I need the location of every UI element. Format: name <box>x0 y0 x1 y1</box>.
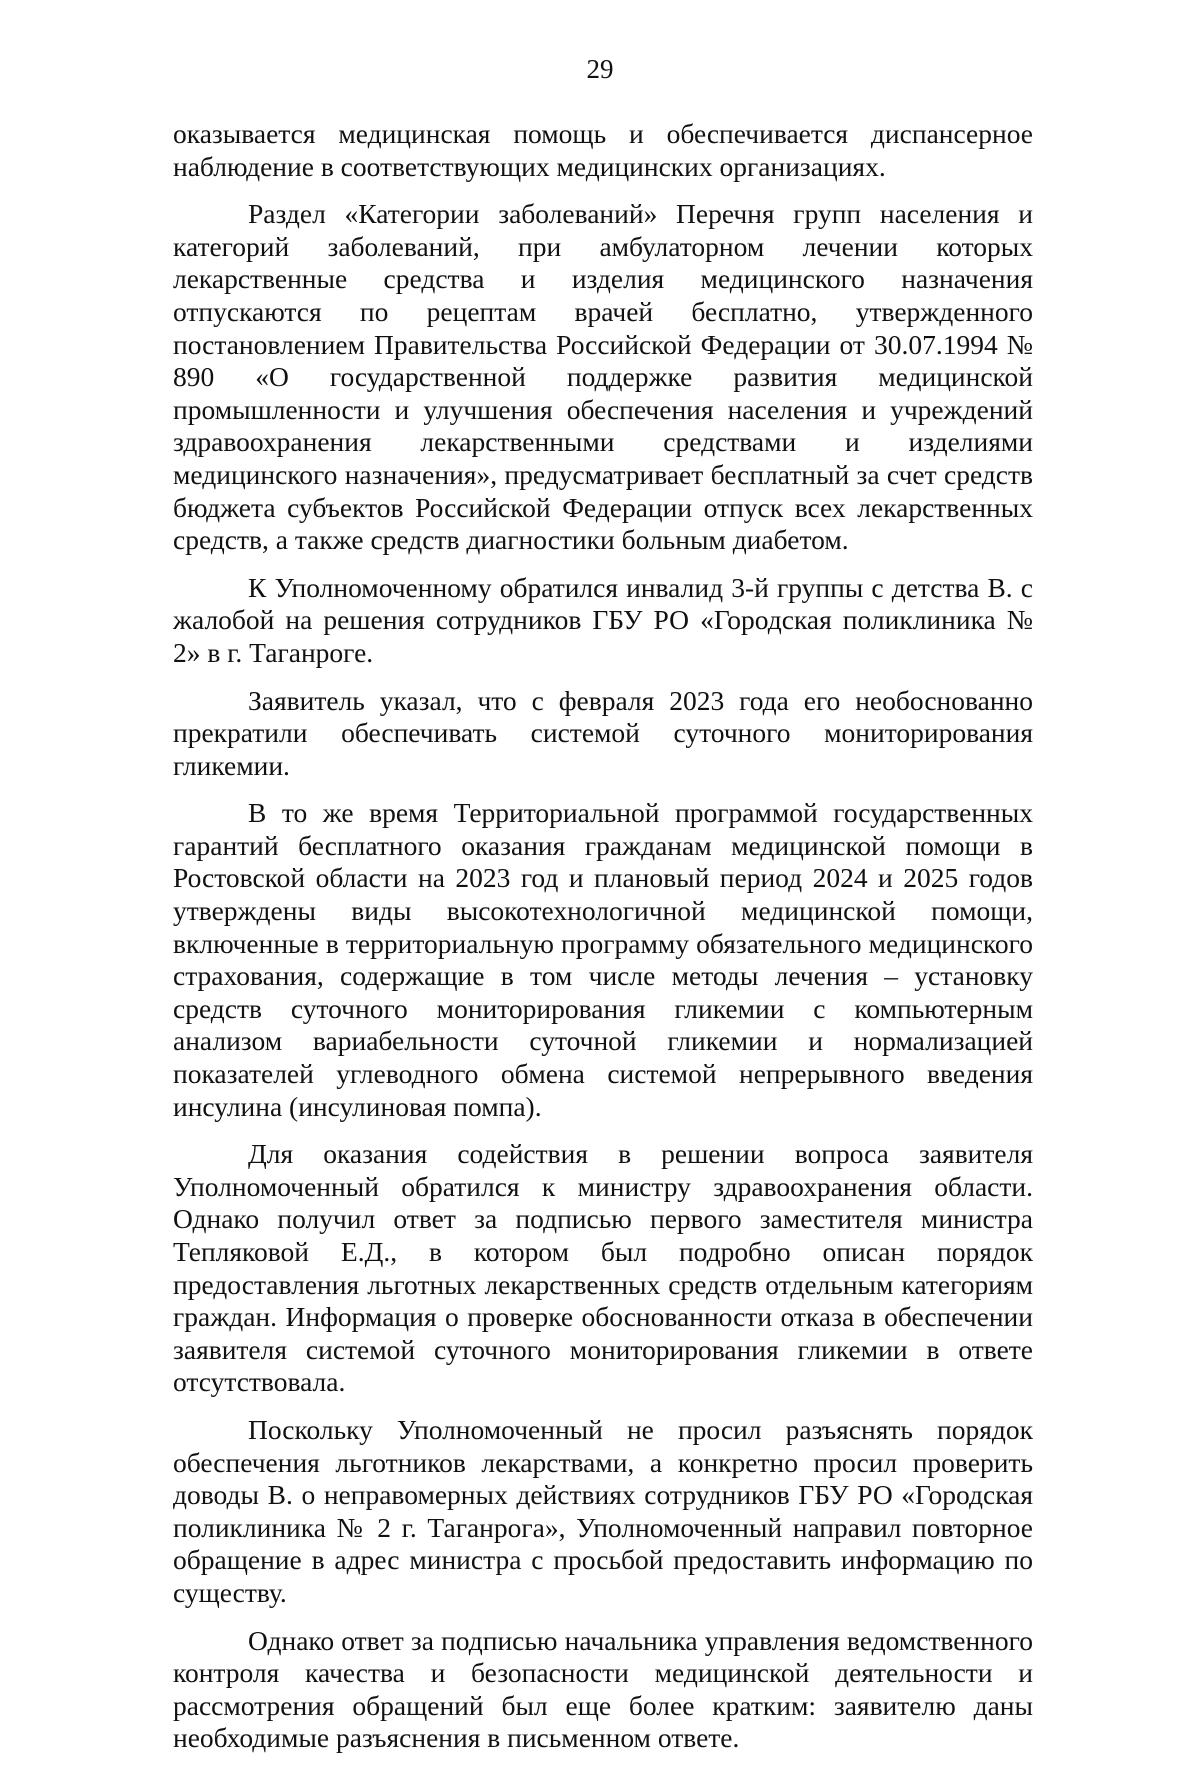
document-body <box>173 118 1033 1770</box>
paragraph-applicant-statement: Заявитель указал, что с февраля 2023 года его необоснованно прекратили обеспечивать системой суточного мониторирования гликемии. <box>173 684 1033 781</box>
paragraph-disease-categories: Раздел «Категории заболеваний» Перечня групп населения и категорий заболеваний, при амбулаторном лечении которых лекарственные средства и изделия медицинского назначения отпускаются по рецептам врачей бесплатно, утвержденного постановлением Правительства Российской Федерации от 30.07.1994 № 890 «О государственной поддержке развития медицинской промышленности и улучшения обеспечения населения и учреждений здравоохранения лекарственными средствами и изделиями медицинского назначения», предусматривает бесплатный за счет средств бюджета субъектов Российской Федерации отпуск всех лекарственных средств, а также средств диагностики больным диабетом. <box>173 198 1033 556</box>
paragraph-final-answer: Однако ответ за подписью начальника управления ведомственного контроля качества и безопасности медицинской деятельности и рассмотрения обращений был еще более кратким: заявителю даны необходимые разъяснения в письменном ответе. <box>173 1624 1033 1754</box>
paragraph-ministry-request: Для оказания содействия в решении вопроса заявителя Уполномоченный обратился к министру здравоохранения области. Однако получил ответ за подписью первого заместителя министра Тепляковой Е.Д., в котором был подробно описан порядок предоставления льготных лекарственных средств отдельным категориям граждан. Информация о проверке обоснованности отказа в обеспечении заявителя системой суточного мониторирования гликемии в ответе отсутствовала. <box>173 1138 1033 1398</box>
page-number: 29 <box>586 54 614 84</box>
paragraph-territorial-program: В то же время Территориальной программой государственных гарантий бесплатного оказания гражданам медицинской помощи в Ростовской области на 2023 год и плановый период 2024 и 2025 годов утверждены виды высокотехнологичной медицинской помощи, включенные в территориальную программу обязательного медицинского страхования, содержащие в том числе методы лечения – установку средств суточного мониторирования гликемии с компьютерным анализом вариабельности суточной гликемии и нормализацией показателей углеводного обмена системой непрерывного введения инсулина (инсулиновая помпа). <box>173 797 1033 1122</box>
paragraph-continuation: оказывается медицинская помощь и обеспечивается диспансерное наблюдение в соответствующих медицинских организациях. <box>173 118 1033 182</box>
paragraph-repeat-request: Поскольку Уполномоченный не просил разъяснять порядок обеспечения льготников лекарствами, а конкретно просил проверить доводы В. о неправомерных действиях сотрудников ГБУ РО «Городская поликлиника № 2 г. Таганрога», Уполномоченный направил повторное обращение в адрес министра с просьбой предоставить информацию по существу. <box>173 1413 1033 1608</box>
paragraph-complaint: К Уполномоченному обратился инвалид 3-й группы с детства В. с жалобой на решения сотрудников ГБУ РО «Городская поликлиника № 2» в г. Таганроге. <box>173 571 1033 668</box>
